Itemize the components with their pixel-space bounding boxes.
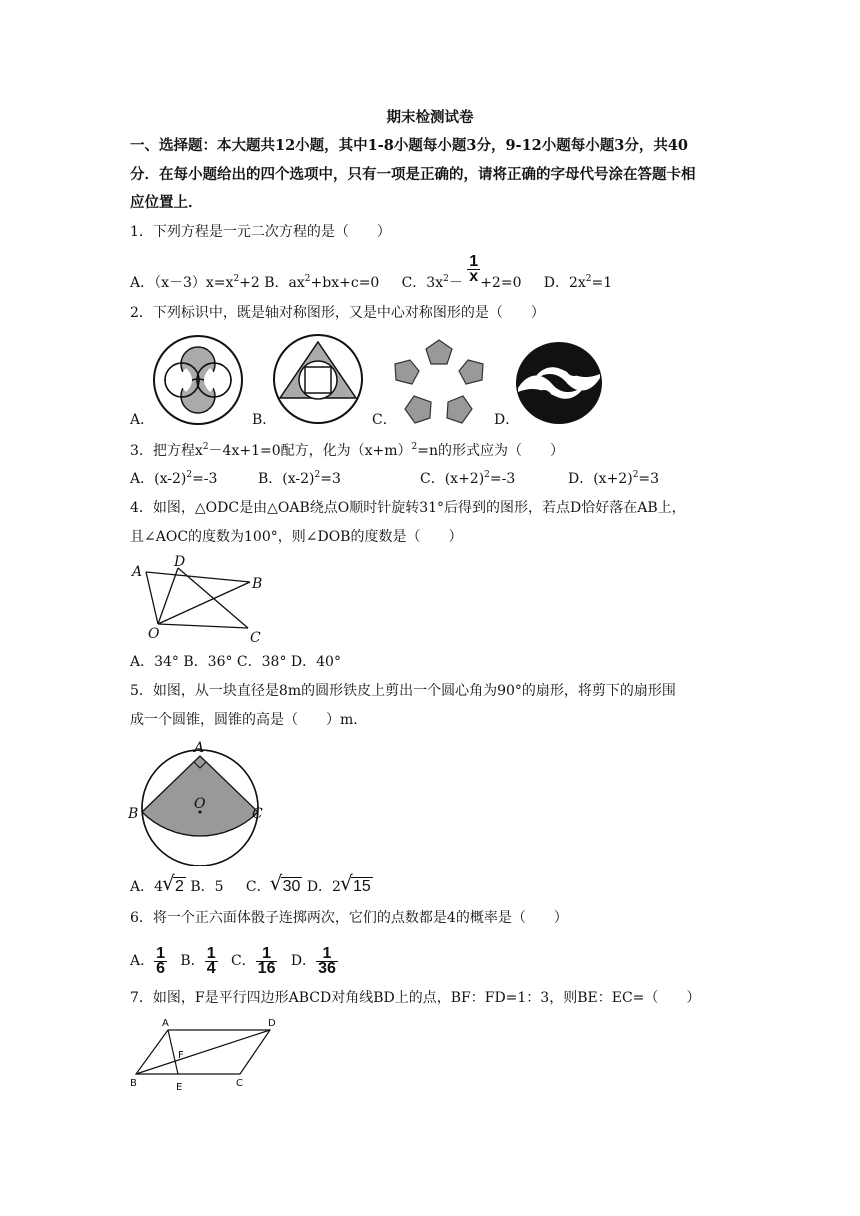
q6-option-a: A． $\frac{1}{6}$: [130, 944, 166, 977]
q4-options: A．34° B．36° C．38° D．40°: [130, 654, 341, 670]
q2-stem: 2．下列标识中，既是轴对称图形，又是中心对称图形的是（ ）: [130, 305, 545, 321]
q6-options: [130, 945, 338, 977]
q4-stem-line-1: 4．如图，△ODC是由△OAB绕点O顺时针旋转31°后得到的图形，若点D恰好落在AB上，: [130, 500, 686, 516]
page-title: 期末检测试卷: [386, 109, 474, 126]
section-heading-line-1: 一、选择题：本大题共12小题，其中1-8小题每小题3分，9-12小题每小题3分，共40: [130, 137, 689, 154]
q1-c-fraction: $\frac{1}{x}$: [469, 252, 479, 285]
q7-figure-parallelogram: [128, 1014, 280, 1096]
q5-stem-line-1: 5．如图，从一块直径是8m的圆形铁皮上剪出一个圆心角为90°的扇形，将剪下的扇形围: [130, 683, 676, 699]
q6-option-b: B． $\frac{1}{4}$: [180, 944, 216, 977]
q7-label-e: E: [176, 1082, 183, 1093]
q1-option-a: A．$(x-3)x=x^2+2$: [130, 274, 260, 291]
section-heading-line-2: 分．在每小题给出的四个选项中，只有一项是正确的，请将正确的字母代号涂在答题卡相: [130, 166, 696, 183]
q7-stem: 7．如图，F是平行四边形ABCD对角线BD上的点，BF：FD=1：3，则BE：EC=（ ）: [130, 990, 701, 1006]
q2-figure-yin-yang-wave: [514, 340, 604, 426]
q5-option-d: D．2 √ 15: [306, 871, 371, 895]
q3-option-d: D．$(x+2)^2=3$: [568, 470, 660, 487]
q5-option-b: B．5: [190, 879, 224, 895]
q3-option-b: B．$(x-2)^2=3$: [258, 470, 341, 487]
q1-option-d: D．$2x^2=1$: [543, 274, 613, 291]
q5-option-a: A．4 √ 2: [130, 871, 184, 895]
q7-label-c: C: [236, 1078, 243, 1089]
q4-label-b: B: [252, 576, 263, 592]
q5-options: [130, 871, 373, 897]
q2-option-a-label: A．: [130, 412, 155, 428]
q7-label-a: A: [162, 1018, 169, 1029]
q2-option-d-label: D．: [494, 412, 520, 428]
q5-label-a: A: [194, 740, 205, 756]
q6-option-d: D． $\frac{1}{36}$: [290, 944, 336, 977]
q2-figure-four-circles: [152, 334, 244, 426]
q1-option-b: B．$ax^2+bx+c=0$: [264, 274, 380, 291]
q5-label-b: B: [128, 806, 139, 822]
q1-option-c: C．$3x^2-$ $\frac{1}{x}$ +2=0: [401, 252, 522, 291]
q4-figure-rotation: [128, 552, 268, 648]
q6-stem: 6．将一个正六面体骰子连掷两次，它们的点数都是4的概率是（ ）: [130, 910, 568, 926]
q4-stem-line-2: 且∠AOC的度数为100°，则∠DOB的度数是（ ）: [130, 529, 463, 545]
q3-option-c: C．$(x+2)^2=-3$: [420, 470, 516, 487]
q3-option-a: A．$(x-2)^2=-3$: [130, 470, 218, 487]
q1-stem: 1．下列方程是一元二次方程的是（ ）: [130, 224, 391, 240]
section-heading-line-3: 应位置上．: [130, 194, 203, 211]
q5-label-o: O: [194, 796, 206, 812]
q2-option-c-label: C．: [372, 412, 397, 428]
q5-option-c: C． √ 30: [245, 871, 301, 895]
q4-label-o: O: [148, 626, 160, 642]
q2-option-b-label: B．: [252, 412, 277, 428]
q1-options: [130, 252, 613, 293]
q2-figure-pentagons: [392, 334, 486, 428]
q4-label-d: D: [174, 554, 186, 570]
q2-figure-circle-triangle-square: [272, 332, 364, 426]
q5-label-c: C: [252, 806, 263, 822]
q5-figure-sector: [126, 738, 268, 866]
q7-label-f: F: [178, 1050, 184, 1061]
q6-option-c: C． $\frac{1}{16}$: [230, 944, 276, 977]
q5-stem-line-2: 成一个圆锥，圆锥的高是（ ）m．: [130, 712, 368, 728]
q7-label-b: B: [130, 1078, 137, 1089]
q3-stem: 3．把方程$x^2-4x+1=0$配方，化为$(x+m)^2=n$的形式应为（ ）: [130, 442, 565, 459]
q4-label-c: C: [250, 630, 261, 646]
q7-label-d: D: [268, 1018, 276, 1029]
q4-label-a: A: [132, 564, 143, 580]
